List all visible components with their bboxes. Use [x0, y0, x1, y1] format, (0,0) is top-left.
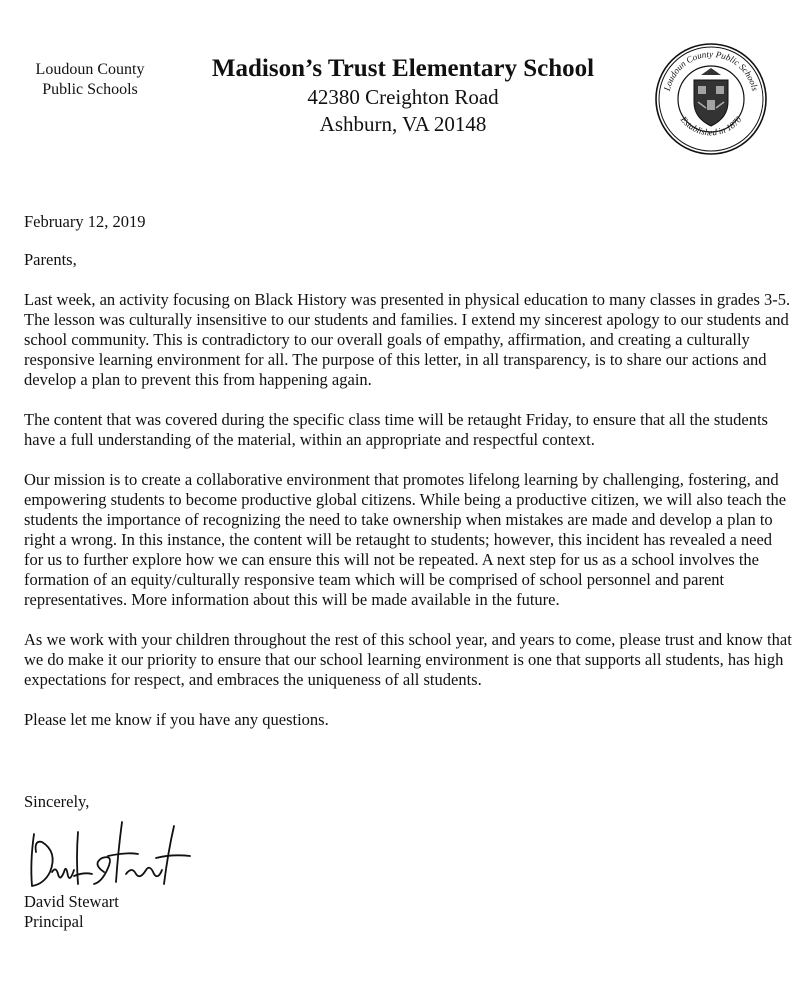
address-line-2: Ashburn, VA 20148: [319, 112, 487, 136]
seal-text-bottom: Established in 1870: [678, 114, 744, 138]
signature-icon: [22, 812, 202, 892]
district-seal-icon: [654, 42, 768, 156]
address-line-1: 42380 Creighton Road: [307, 85, 499, 109]
seal-shield-icon: [694, 68, 728, 126]
paragraph-3: Our mission is to create a collaborative environment that promotes lifelong learning by challenging, fostering, and empowering students to become productive global citizens. While being a productive citizen, we will also teach the students the importance of recognizing the need to take ownership when mistakes are made and develop a plan to right a wrong. In this instance, the content will be retaught to students; however, this incident has revealed a need for us to further explore how we can ensure this will not be repeated. A next step for us as a school involves the formation of an equity/culturally responsive team which will be comprised of school personnel and parent representatives. More information about this will be made available in the future.: [24, 470, 787, 609]
paragraph-1: Last week, an activity focusing on Black History was presented in physical education to many classes in grades 3-5. The lesson was culturally insensitive to our students and families. I extend my sincerest apology to our students and school community. This is contradictory to our overall goals of empathy, affirmation, and creating a culturally responsive learning environment for all. The purpose of this letter, in all transparency, is to share our actions and develop a plan to prevent this from happening again.: [24, 290, 791, 389]
seal-text-top: Loudoun County Public Schools: [661, 48, 761, 92]
salutation: Parents,: [24, 250, 77, 269]
district-line-1: Loudoun County: [35, 61, 145, 78]
paragraph-2: The content that was covered during the specific class time will be retaught Friday, to ensure that all the students have a full understanding of the material, within an appropriate and respectful context.: [24, 410, 768, 449]
closing: Sincerely,: [24, 792, 90, 811]
paragraph-5: Please let me know if you have any questions.: [24, 710, 329, 729]
letter-date: February 12, 2019: [24, 212, 146, 231]
school-name: Madison’s Trust Elementary School: [211, 55, 595, 82]
signature-block: [24, 892, 119, 932]
signer-name: David Stewart: [24, 892, 119, 911]
paragraph-4: As we work with your children throughout the rest of this school year, and years to come, please trust and know that we do make it our priority to ensure that our school learning environment is one that supports all students, has high expectations for respect, and embraces the uniqueness of all students.: [24, 630, 792, 689]
signer-title: Principal: [24, 912, 84, 931]
letter-body: [24, 250, 794, 750]
letterhead: [160, 54, 646, 138]
district-name: [20, 60, 160, 100]
district-line-2: Public Schools: [42, 81, 138, 98]
